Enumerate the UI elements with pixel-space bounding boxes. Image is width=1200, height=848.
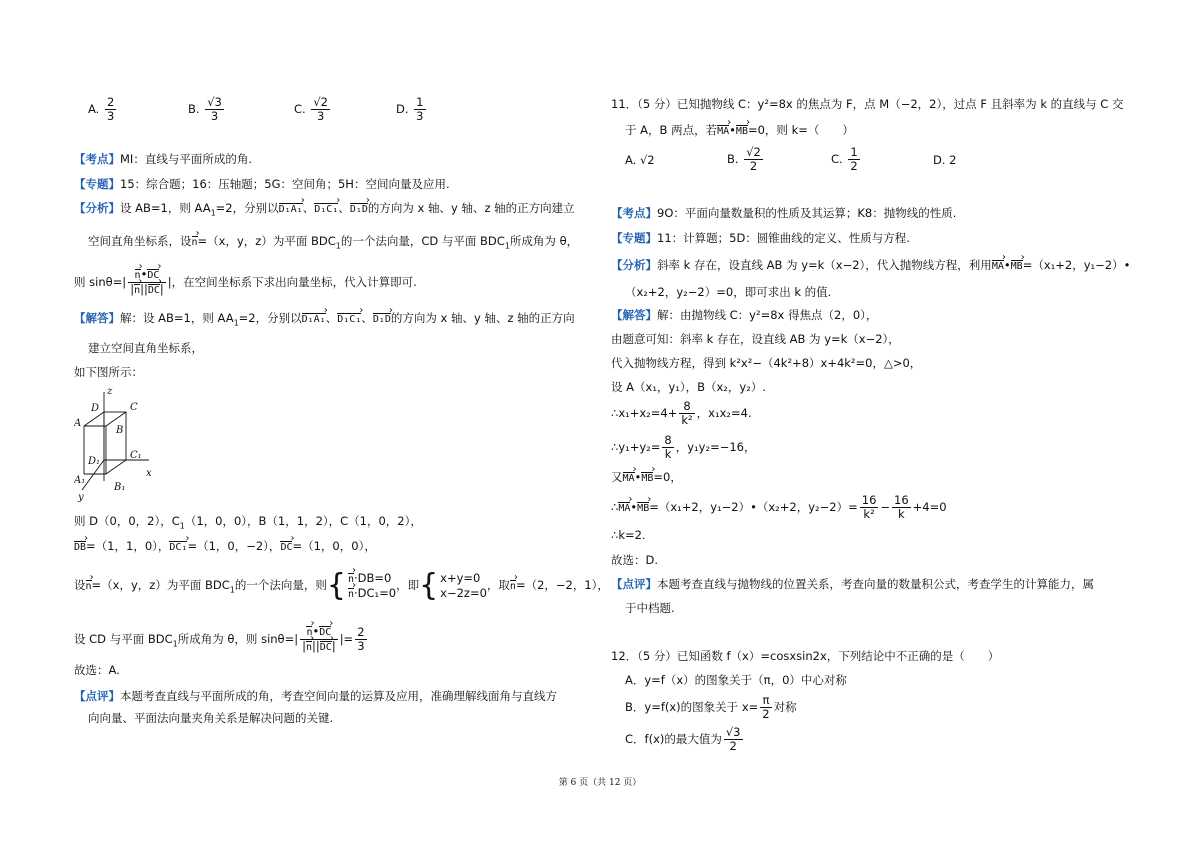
cube-figure xyxy=(74,386,164,504)
svg-text:D₁: D₁ xyxy=(88,456,101,467)
fenxi-line-1: 【分析】设 AB=1，则 $AA_1=2$，分别以D₁A₁ ›、D₁C₁ ›、D₁D ›的方向为 x 轴、y 轴、z 轴的正方向建立 xyxy=(74,200,575,221)
fenxi-line-2: 空间直角坐标系，设n ›=（x，y，z）为平面 $BDC_1$的一个法向量，CD 与平面 $BDC_1$所成角为 θ， xyxy=(88,233,578,254)
dianping-line-1: 【点评】本题考查直线与平面所成的角，考查空间向量的运算及应用，准确理解线面角与直线方 xyxy=(74,689,557,703)
q12-choice-a: A．y=f（x）的图象关于（π，0）中心对称 xyxy=(625,673,847,687)
jieda-right-2: 由题意可知：斜率 k 存在，设直线 AB 为 y=k（x−2）， xyxy=(611,332,900,346)
jieda-right-8: ∴MA ›•MB ›=（x₁+2，y₁−2）•（x₂+2，y₂−2）= $\frac{16}{\text{k²}}$ − $\frac{16}{k}$ +4=0 xyxy=(611,494,947,521)
page-footer: 第 6 页（共 12 页） xyxy=(558,778,642,788)
choice-c: C. $\frac{√2}{3}$ xyxy=(294,95,328,123)
svg-text:z: z xyxy=(107,386,113,397)
fenxi-right-2: （x₂+2，y₂−2）=0，即可求出 k 的值. xyxy=(625,285,832,299)
normal-line: 设n ›=（x，y，z）为平面 $BDC_1$的一个法向量，则{ n ›·DB=0 n ›·DC₁=0 ，即{ x+y=0 x−2z=0 ，取n ›=（2，−2，1）， xyxy=(74,568,609,607)
jieda-line-3: 如下图所示： xyxy=(74,365,143,379)
guxuan-left: 故选：A. xyxy=(74,663,120,677)
svg-text:A₁: A₁ xyxy=(74,475,86,486)
dianping-right-1: 【点评】本题考查直线与抛物线的位置关系，考查向量的数量积公式，考查学生的计算能力，属 xyxy=(611,577,1094,591)
svg-text:x: x xyxy=(146,468,152,479)
jieda-right-3: 代入抛物线方程，得到 k²x²−（4k²+8）x+4k²=0，△>0， xyxy=(611,356,922,370)
jieda-right-5: ∴x₁+x₂=4+ $\frac{8}{\text{k²}}$ ，x₁x₂=4. xyxy=(611,399,752,427)
jieda-line-2: 建立空间直角坐标系， xyxy=(88,341,203,355)
coords-line: 则 D（0，0，2），$C_1(1$，0，0），B（1，1，2），C（1，0，2）， xyxy=(74,514,422,531)
jieda-line-1: 【解答】解：设 AB=1，则 $AA_1=2$，分别以D₁A₁ ›、D₁C₁ ›、D₁D ›的方向为 x 轴、y 轴、z 轴的正方向 xyxy=(74,310,575,331)
q12-choice-b: B．y=f(x)的图象关于 x= $\frac{\pi}{2}$ 对称 xyxy=(625,693,797,721)
choice-d: D. $\frac{1}{3}$ xyxy=(396,95,424,123)
jieda-right-4: 设 A（x₁，y₁），B（x₂，y₂）. xyxy=(611,380,766,394)
kaodian-line: 【考点】MI：直线与平面所成的角. xyxy=(74,152,252,166)
svg-text:y: y xyxy=(78,492,84,503)
q11-choice-b: B. $\frac{√2}{2}$ xyxy=(727,145,761,173)
q11-choice-d: D. 2 xyxy=(933,153,957,167)
svg-text:B₁: B₁ xyxy=(114,482,126,493)
q11-line-2: 于 A，B 两点，若MA ›•MB ›=0，则 k=（ ） xyxy=(625,122,854,138)
dianping-right-2: 于中档题. xyxy=(625,601,675,615)
guxuan-right: 故选：D. xyxy=(611,553,659,567)
jieda-right-1: 【解答】解：由抛物线 C：y²=8x 得焦点（2，0）， xyxy=(611,308,878,322)
svg-text:A: A xyxy=(74,418,82,429)
q12-choice-c: C．f(x)的最大值为 $\frac{√3}{2}$ xyxy=(625,725,741,753)
q11-choice-c: C. $\frac{1}{2}$ xyxy=(831,145,858,173)
fenxi-right-1: 【分析】斜率 k 存在，设直线 AB 为 y=k（x−2），代入抛物线方程，利用MA ›•MB ›=（x₁+2，y₁−2）• xyxy=(611,257,1130,273)
jieda-right-9: ∴k=2. xyxy=(611,528,646,542)
choice-a: A. $\frac{2}{3}$ xyxy=(88,95,115,123)
jieda-right-6: ∴y₁+y₂= $\frac{8}{k}$ ，y₁y₂=−16， xyxy=(611,433,756,461)
zhuanti-right: 【专题】11：计算题；5D：圆锥曲线的定义、性质与方程. xyxy=(611,231,910,245)
svg-text:C: C xyxy=(130,402,138,413)
q11-choice-a: A. √2 xyxy=(625,153,655,167)
svg-text:B: B xyxy=(116,425,124,436)
jieda-right-7: 又MA ›•MB ›=0， xyxy=(611,469,682,485)
choice-b: B. $\frac{√3}{3}$ xyxy=(188,95,222,123)
dianping-line-2: 向向量、平面法向量夹角关系是解决问题的关键. xyxy=(88,711,334,725)
kaodian-right: 【考点】9O：平面向量数量积的性质及其运算；K8：抛物线的性质. xyxy=(611,206,957,220)
svg-text:D: D xyxy=(91,403,100,414)
zhuanti-line: 【专题】15：综合题；16：压轴题；5G：空间角；5H：空间向量及应用. xyxy=(74,177,450,191)
q12-stem: 12．（5 分）已知函数 f（x）=cosxsin2x，下列结论中不正确的是（ ） xyxy=(611,649,1000,663)
svg-text:C₁: C₁ xyxy=(130,450,142,461)
vectors-line: DB ›=（1，1，0），DC₁ ›=（1，0，−2），DC ›=（1，0，0）， xyxy=(74,538,376,554)
sin-line: 设 CD 与平面 $BDC_1$所成角为 θ，则 sinθ=| $\frac{n ›•DC ›}{|n ›||DC ›|}$ |= $\frac{2}{3}$ xyxy=(74,625,369,654)
q11-line-1: 11．（5 分）已知抛物线 C：y²=8x 的焦点为 F，点 M（−2，2），过点 F 且斜率为 k 的直线与 C 交 xyxy=(611,97,1124,111)
fenxi-line-3: 则 sinθ=| $\frac{n ›•DC ›}{|n ›||DC ›|}$ |，在空间坐标系下求出向量坐标，代入计算即可. xyxy=(74,268,417,297)
